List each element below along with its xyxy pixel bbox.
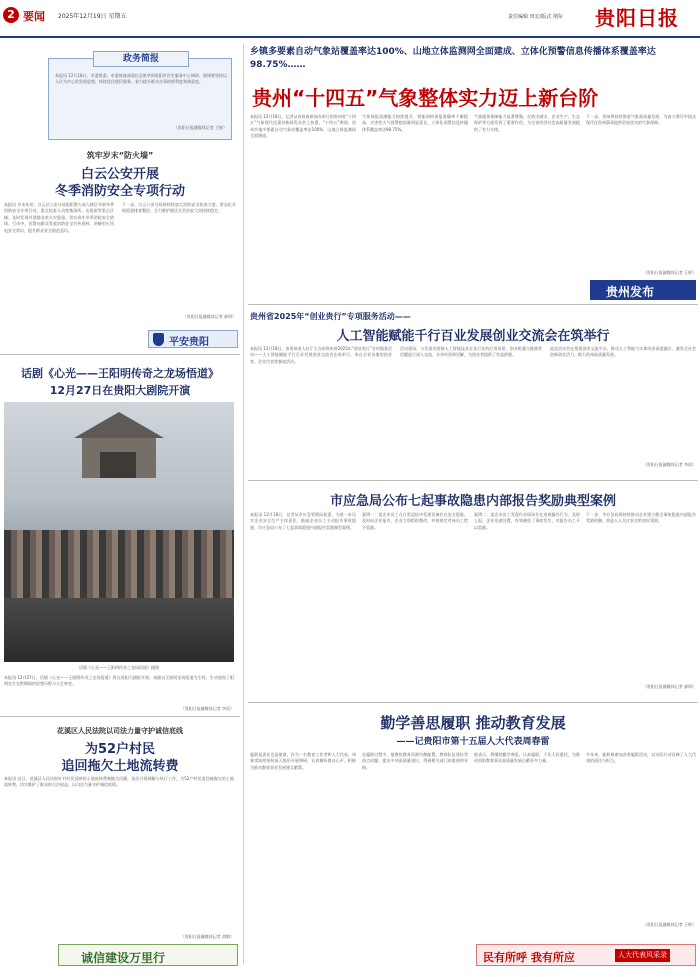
section-name: 要闻 [23,10,45,23]
divider-ai [248,304,698,305]
brief-box [48,54,232,140]
brief-body: 本报讯 12月18日，市委常委、市委统战部部长吴胜华到贵阳市民生服务中心调研，强调要坚持以人民为中心的发展思想，持续优化便民服务，着力提升群众办事的便利度和满意度。 [55,73,227,85]
fire-body-col2: 下一步，白云公安分局将持续加大消防安全检查力度，常态化开展隐患排查整治，全力维护辖区社会治安大局持续稳定。 [122,202,236,214]
drama-body: 本报讯 12月27日，话剧《心光——王阳明传奇之龙场悟道》将在贵阳大剧院开演。该剧以王阳明龙场悟道为主线，生动展现了阳明先生在黔期间的思想历程与人生转变。 [4,675,234,687]
ai-kicker: 贵州省2025年“创业贵行”专项服务活动—— [250,312,411,321]
drama-source: （贵阳日报融媒体记者 李雨） [180,706,234,711]
fire-title-line1: 白云公安开展 [80,167,159,182]
divider-drama [0,354,240,355]
volunteer-headline: 勤学善思履职 推动教育发展 [380,714,566,732]
brief-source: （贵阳日报融媒体记者 王婷） [173,125,227,130]
weather-headline: 贵州“十四五”气象整体实力迈上新台阶 [252,86,599,110]
volunteer-body-col4: 多年来，他积极参加各类履职活动，以实际行动诠释了人大代表的责任与担当。 [586,752,696,764]
weather-source: （贵阳日报融媒体记者 王婷） [642,270,696,275]
guizhou-release-banner [590,280,696,300]
weather-subtitle: 乡镇多要素自动气象站覆盖率达100%、山地立体监测网全面建成、立体化预警信息传播体系覆盖率达98.75%…… [250,47,656,70]
column-divider [243,44,244,964]
weather-body-col3: 气象服务保障能力显著增强，在防灾减灾、农业生产、生态保护等方面发挥了重要作用，为全省经济社会高质量发展提供了有力支撑。 [474,114,580,132]
weather-body-col1: 本报讯 12月18日，记者从省政府新闻办举行的贵州省“十四五”气象现代化建设新闻发布会上获悉，“十四五”期间，贵州乡镇多要素自动气象站覆盖率达100%，山地立体监测网全面建成。 [250,114,356,139]
ai-headline: 人工智能赋能千行百业发展创业交流会在筑举行 [336,329,610,344]
brief-title: 政务简报 [93,51,189,67]
divider-village [0,716,240,717]
divider-hazard [248,480,698,481]
people-voice-tag: 人大代表风采录 [615,949,670,962]
editors-line: 责任编辑 田宏/版式 荆东 [508,14,563,20]
village-body: 本报讯 近日，花溪区人民法院针对村民反映的土地流转费被拖欠问题，依法开展调解与执行工作，为52户村民追回被拖欠的土地流转费，切实维护了群众的合法权益，以司法力量守护诚信底线。 [4,776,234,788]
ai-source: （贵阳日报融媒体记者 李雨） [642,462,696,467]
drama-title-line1: 话剧《心光——王阳明传奇之龙场悟道》 [21,367,219,380]
people-voice-text: 民有所呼 我有所应 [483,951,575,964]
masthead [0,0,700,38]
ai-body-col3: 此次活动旨在搭建创业交流平台，推动人工智能与实体经济深度融合，激发全社会创新创业活力，助力贵州高质量发展。 [550,346,696,358]
hazard-body-col3: 案例二：某企业员工发现作业现场存在违规操作行为，及时上报，企业迅速处置，有效避免了事故发生，对报告员工予以奖励。 [474,512,580,530]
volunteer-body-col1: 履职是责任也是使命。作为一名教育工作者和人大代表，周春雷始终坚持深入基层开展调研，认真倾听群众心声，积极为推动教育事业发展建言献策。 [250,752,356,770]
people-voice-banner [476,944,696,966]
fire-kicker: 筑牢岁末“防火墙” [86,151,154,160]
paper-logo: 贵阳日报 [595,6,679,30]
ai-body-col2: 活动现场，与会嘉宾围绕人工智能技术在各行业的应用场景、创业机遇与挑战等话题进行深入交流，分享经验和见解，为创业者提供了有益借鉴。 [400,346,542,358]
issue-date: 2025年12月19日 星期五 [58,13,127,20]
divider-volunteer [248,702,698,703]
hazard-headline: 市应急局公布七起事故隐患内部报告奖励典型案例 [329,494,616,509]
guizhou-release-text: 贵州发布 [606,285,655,299]
village-kicker: 花溪区人民法院以司法力量守护诚信底线 [57,727,183,735]
fire-banner-text: 平安贵阳 [169,337,209,348]
integrity-banner-text: 诚信建设万里行 [81,951,166,965]
village-title-line2: 追回拖欠土地流转费 [61,759,179,774]
fire-banner [148,330,238,348]
drama-caption: 话剧《心光——王阳明传奇之龙场悟道》剧照 [79,665,159,670]
fire-source: （贵阳日报融媒体记者 郝琪） [182,314,236,319]
weather-body-col4: 下一步，贵州将持续推进气象高质量发展，为奋力谱写中国式现代化贵州篇章提供更加坚实的气象保障。 [586,114,696,126]
fire-title-line2: 冬季消防安全专项行动 [54,184,185,199]
volunteer-source: （贵阳日报融媒体记者 王婷） [642,922,696,927]
shield-icon [153,333,164,346]
fire-body-col1: 本报讯 岁末年初，白云区公安分局组织警力深入辖区开展冬季消防安全专项行动，重点检查人员密集场所、出租屋等重点区域，及时发现并消除各类火灾隐患，切实筑牢冬季消防安全防线。行动中，民警向群众发放消防安全宣传资料，讲解用火用电安全常识，提升群众安全防范意识。 [4,202,114,233]
hazard-body-col1: 本报讯 12月18日，记者从市应急管理局获悉，为进一步压实企业安全生产主体责任，鼓励企业员工主动报告事故隐患，市应急局公布了七起事故隐患内部报告奖励典型案例。 [250,512,356,530]
hazard-body-col4: 下一步，市应急局将持续推动企业建立健全事故隐患内部报告奖励机制，营造人人关注安全的良好氛围。 [586,512,696,524]
integrity-banner [58,944,238,966]
hazard-source: （贵阳日报融媒体记者 郝琪） [642,684,696,689]
ai-body-col1: 本报讯 12月18日，由贵州省人社厅主办的贵州省2025年“创业贵行”专项服务活动——人工智能赋能千行百业发展创业交流会在筑举行，来自全省各地的创业者、企业代表等参加活动。 [250,346,392,364]
weather-body-col2: 气象预报预测能力持续提升，智能网格预报准确率不断提高，灾害性天气预警提前量明显延长，立体化预警信息传播体系覆盖率达98.75%。 [362,114,468,132]
village-title-line1: 为52户村民 [84,742,156,757]
volunteer-subtitle: ——记贵阳市第十五届人大代表周春雷 [396,737,550,747]
volunteer-body-col2: 在履职过程中，他聚焦教育资源均衡配置、教师队伍建设等热点问题，提出多项高质量建议，得到相关部门的重视和采纳。 [362,752,468,770]
volunteer-body-col3: 他表示，将继续勤学善思、认真履职，不负人民重托，为推动贵阳教育事业高质量发展贡献更多力量。 [474,752,580,764]
page-number-badge: 2 [3,7,19,23]
village-source: （贵阳日报融媒体记者 胡敏） [180,934,234,939]
hazard-body-col2: 案例一：某企业员工在日常巡检中发现设备存在安全隐患，及时向企业报告，企业立即组织整改，并按规定对该员工给予奖励。 [362,512,468,530]
drama-photo [4,402,234,662]
drama-title-line2: 12月27日在贵阳大剧院开演 [49,384,191,397]
